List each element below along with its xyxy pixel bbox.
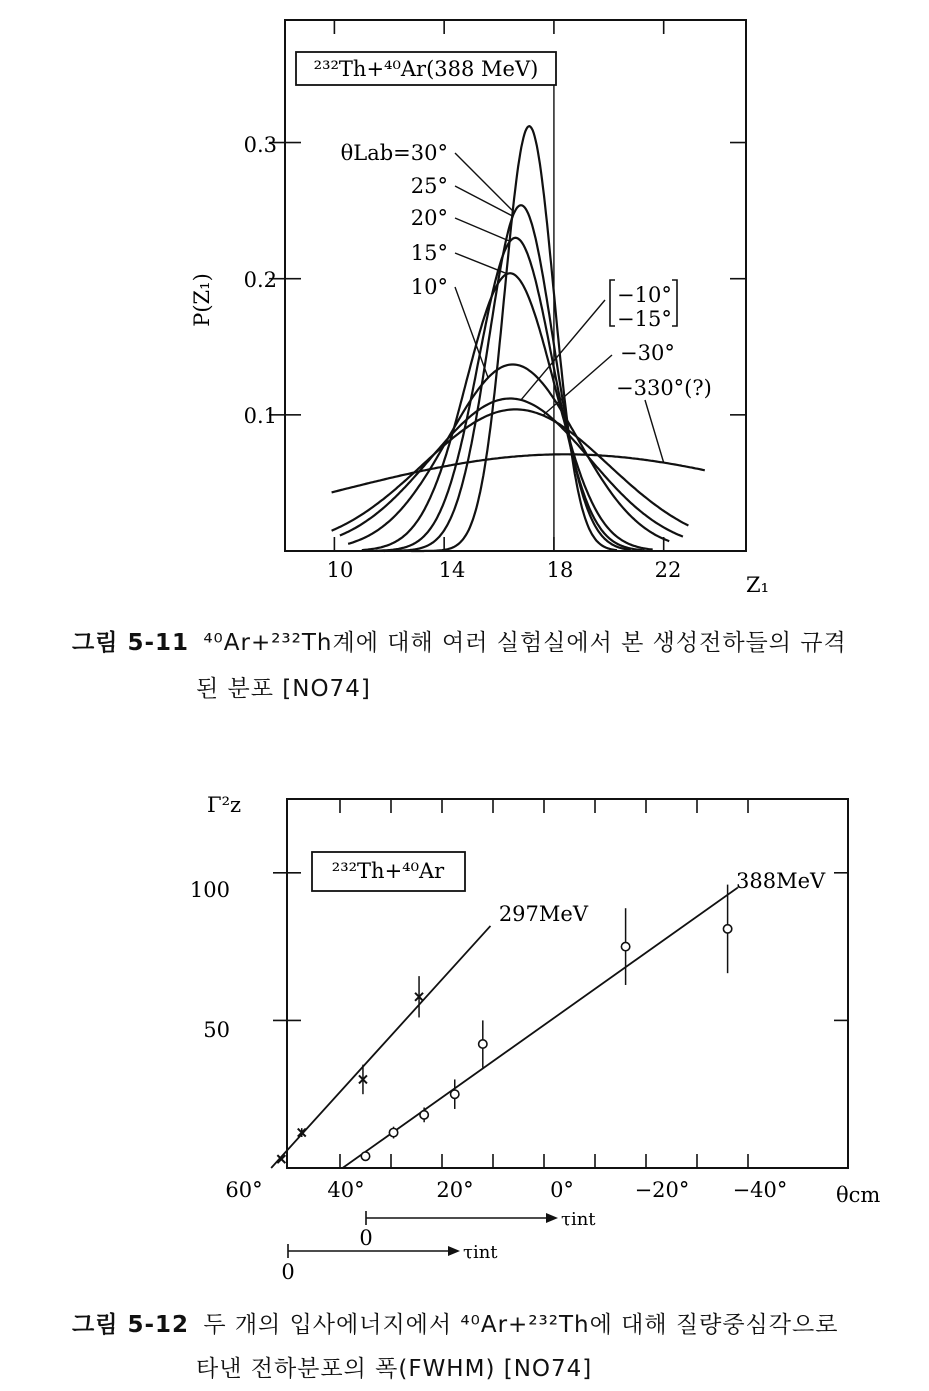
tau-label-297: τint — [463, 1242, 498, 1263]
legend-label-10: 10° — [410, 275, 448, 299]
label-leader-line — [455, 218, 510, 241]
data-point-388mev — [621, 942, 629, 950]
figure-1-caption — [72, 624, 847, 657]
data-point-388mev — [479, 1040, 487, 1048]
chart-1-xtick-label: 18 — [546, 558, 574, 582]
chart-1-xtick-label: 10 — [326, 558, 354, 582]
figure-1-caption-line2: 된 분포 [NO74] — [196, 676, 371, 702]
chart-1-ytick-label: 0.2 — [243, 268, 277, 292]
data-point-388mev — [723, 925, 731, 933]
chart-2-xtick-label: 40° — [327, 1178, 365, 1202]
chart-2-points — [277, 885, 731, 1164]
chart-2-ytick-label: 100 — [189, 878, 230, 902]
label-leader-line — [455, 153, 513, 211]
figure-1-caption-number: 그림 5-11 — [72, 630, 189, 656]
tau-label-388: τint — [561, 1209, 596, 1230]
distribution-curve — [362, 273, 653, 550]
data-point-388mev — [420, 1111, 428, 1119]
legend-label-minus10: −10° — [617, 283, 672, 307]
chart-2-xtick-label: 20° — [436, 1178, 474, 1202]
chart-1-x-axis-label: Z₁ — [746, 573, 770, 597]
legend-label-minus330: −330°(?) — [616, 376, 712, 400]
distribution-curve — [332, 454, 705, 492]
bracket-right — [672, 280, 677, 326]
chart-2-ytick-label: 50 — [203, 1018, 230, 1042]
legend-label-15: 15° — [410, 241, 448, 265]
bracket-left — [610, 280, 615, 326]
chart-2-fit-lines — [271, 888, 738, 1168]
chart-1-xtick-label: 14 — [438, 558, 466, 582]
chart-1-ytick-label: 0.1 — [243, 404, 277, 428]
figure-2-caption-line2: 타낸 전하분포의 폭(FWHM) [NO74] — [196, 1356, 593, 1382]
series-label-297mev: 297MeV — [498, 902, 588, 926]
legend-label-30: θLab=30° — [340, 141, 448, 165]
tau-arrowhead-388 — [546, 1213, 558, 1223]
chart-2-title: ²³²Th+⁴⁰Ar — [331, 859, 445, 883]
fit-line — [343, 888, 738, 1168]
chart-2-x-axis-label: θcm — [836, 1183, 881, 1207]
figure-2-caption — [72, 1306, 838, 1339]
chart-2-xtick-label: −20° — [634, 1178, 690, 1202]
legend-label-20: 20° — [410, 206, 448, 230]
tau-zero-297: 0 — [281, 1260, 295, 1284]
tau-arrow-388 — [366, 1211, 546, 1225]
chart-2-width-vs-angle — [190, 793, 880, 1284]
data-point-388mev — [451, 1090, 459, 1098]
distribution-curve — [332, 409, 689, 530]
chart-1-ytick-label: 0.3 — [243, 133, 277, 157]
chart-2-y-axis-label: Γ²z — [207, 793, 242, 817]
legend-label-25: 25° — [410, 174, 448, 198]
data-point-388mev — [389, 1128, 397, 1136]
chart-2-xtick-label: 0° — [550, 1178, 574, 1202]
chart-1-xtick-label: 22 — [654, 558, 682, 582]
chart-1-ticks — [269, 20, 746, 551]
series-label-388mev: 388MeV — [736, 869, 826, 893]
chart-1-curves — [332, 126, 705, 551]
legend-label-minus15: −15° — [617, 307, 672, 331]
data-point-388mev — [361, 1152, 369, 1160]
tau-arrowhead-297 — [448, 1246, 460, 1256]
figure-1-caption-text: ⁴⁰Ar+²³²Th계에 대해 여러 실험실에서 본 생성전하들의 규격 — [203, 630, 847, 656]
label-leader-line — [455, 186, 513, 216]
label-leader-line — [645, 400, 664, 463]
figure-2-caption-text: 두 개의 입사에너지에서 ⁴⁰Ar+²³²Th에 대해 질량중심각으로 — [203, 1312, 839, 1338]
chart-1-charge-distribution — [190, 20, 769, 597]
figure-2-caption-number: 그림 5-12 — [72, 1312, 189, 1338]
chart-1-title: ²³²Th+⁴⁰Ar(388 MeV) — [313, 57, 539, 81]
legend-label-minus30: −30° — [620, 341, 675, 365]
tau-zero-388: 0 — [359, 1226, 373, 1250]
chart-1-y-axis-label: P(Z₁) — [190, 273, 214, 327]
chart-2-xtick-label: −40° — [732, 1178, 788, 1202]
chart-2-xtick-label: 60° — [225, 1178, 263, 1202]
